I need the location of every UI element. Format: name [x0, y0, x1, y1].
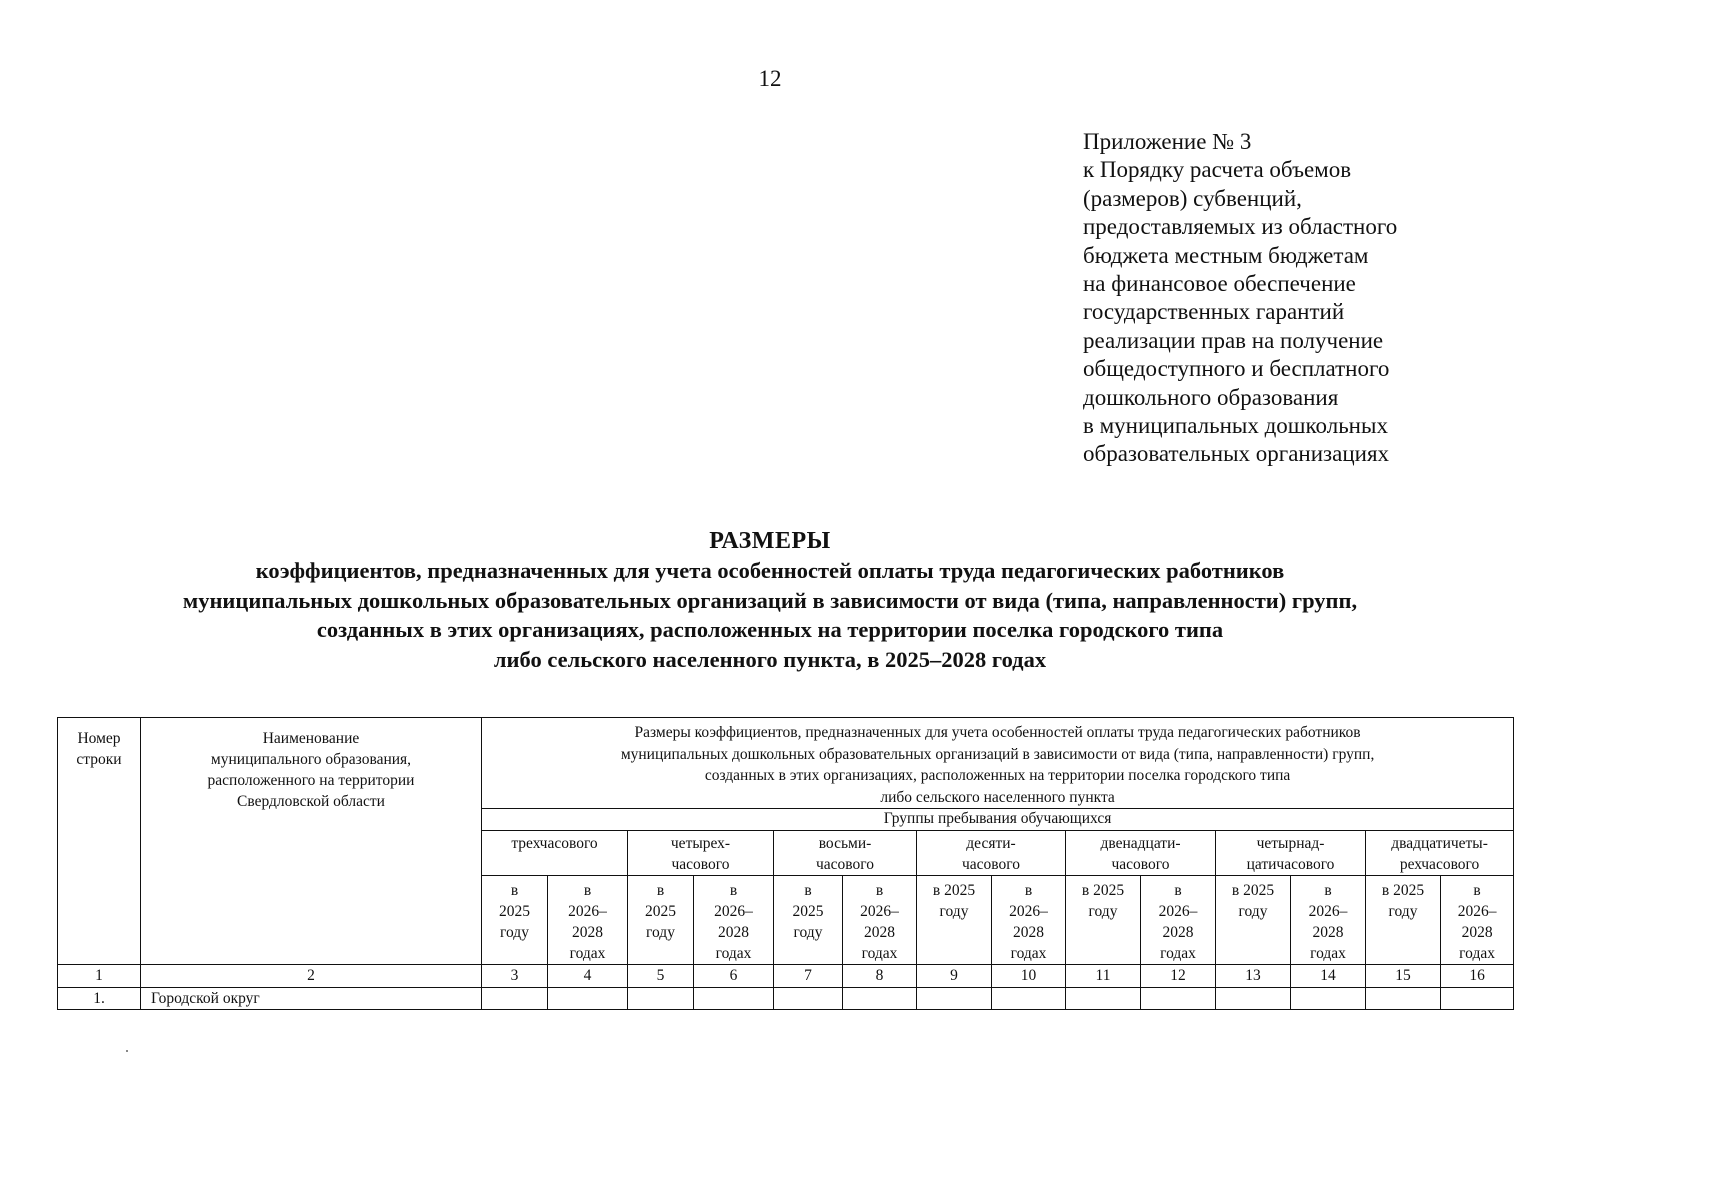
header-line: расположенного на территории	[207, 772, 415, 789]
appendix-line: общедоступного и бесплатного	[1083, 356, 1390, 382]
group-label-line: четырнад-	[1256, 835, 1325, 852]
year-2026-2028-header	[1141, 876, 1216, 965]
group-label	[1216, 831, 1366, 876]
year-header-line: в	[1473, 882, 1481, 899]
coefficient-value	[917, 988, 992, 1010]
group-label-line: часового	[962, 856, 1020, 873]
column-number: 8	[843, 965, 917, 988]
column-number: 5	[628, 965, 694, 988]
year-header-line: в 2025	[1231, 882, 1275, 899]
group-label-line: цатичасового	[1246, 856, 1335, 873]
group-label	[1366, 831, 1514, 876]
column-number: 11	[1066, 965, 1141, 988]
year-header-line: 2025	[792, 903, 824, 920]
column-number: 10	[992, 965, 1066, 988]
year-2026-2028-header	[992, 876, 1066, 965]
coefficient-value	[1441, 988, 1514, 1010]
group-label-line: часового	[816, 856, 874, 873]
year-header-line: году	[500, 924, 529, 941]
appendix-line: реализации прав на получение	[1083, 327, 1384, 353]
year-header-line: в	[875, 882, 884, 899]
group-label-line: четырех-	[670, 835, 731, 852]
year-2025-header	[1066, 876, 1141, 965]
coefficient-value	[628, 988, 694, 1010]
group-label-line: двенадцати-	[1100, 835, 1181, 852]
year-header-line: 2028	[718, 924, 749, 941]
coefficient-value	[1291, 988, 1366, 1010]
title-main: РАЗМЕРЫ	[709, 528, 831, 554]
group-label-line: часового	[671, 856, 730, 873]
group-label-line: двадцатичеты-	[1391, 835, 1488, 852]
year-header-line: в 2025	[932, 882, 976, 899]
coefficient-value	[774, 988, 843, 1010]
coefficient-value	[1141, 988, 1216, 1010]
year-2025-header	[917, 876, 992, 965]
title-line: либо сельского населенного пункта, в 2025–2028 годах	[493, 646, 1047, 672]
year-2025-header	[482, 876, 548, 965]
year-header-line: в	[510, 882, 519, 899]
column-number: 7	[774, 965, 843, 988]
group-label-line: восьми-	[818, 835, 872, 852]
coefficient-value	[992, 988, 1066, 1010]
year-header-line: 2026–	[860, 903, 899, 920]
year-header-line: в	[804, 882, 812, 899]
column-number: 3	[482, 965, 548, 988]
year-header-line: годах	[861, 945, 898, 962]
table-row	[58, 988, 1514, 1010]
title-line: коэффициентов, предназначенных для учета особенностей оплаты труда педагогических работников	[255, 558, 1285, 583]
group-label	[628, 831, 774, 876]
year-header-line: 2028	[864, 924, 895, 941]
year-header-line: 2026–	[568, 903, 607, 920]
group-label-line: трехчасового	[511, 835, 598, 852]
column-number: 13	[1216, 965, 1291, 988]
document-title	[60, 526, 1480, 674]
year-header-line: году	[793, 924, 823, 941]
appendix-line: бюджета местным бюджетам	[1083, 242, 1369, 268]
coefficient-value	[1216, 988, 1291, 1010]
year-2026-2028-header	[548, 876, 628, 965]
group-label-line: часового	[1111, 856, 1170, 873]
year-header-line: году	[1388, 903, 1418, 920]
year-header-line: 2028	[1312, 924, 1344, 941]
year-2025-header	[1366, 876, 1441, 965]
year-header-line: году	[1238, 903, 1268, 920]
header-line: Размеры коэффициентов, предназначенных для учета особенностей оплаты труда педагогических работников	[634, 724, 1361, 741]
year-header-line: году	[1088, 903, 1118, 920]
appendix-line: предоставляемых из областного	[1083, 214, 1398, 240]
year-header-line: году	[646, 924, 675, 941]
year-header-line: 2028	[572, 924, 603, 941]
column-number: 2	[141, 965, 482, 988]
row-number: 1.	[58, 988, 141, 1010]
year-header-line: 2026–	[1308, 903, 1348, 920]
column-number: 6	[694, 965, 774, 988]
year-header-line: в 2025	[1081, 882, 1125, 899]
appendix-line: на финансовое обеспечение	[1083, 271, 1356, 297]
coefficient-value	[482, 988, 548, 1010]
year-header-line: в	[1174, 882, 1182, 899]
year-2026-2028-header	[843, 876, 917, 965]
header-line: Наименование	[262, 730, 360, 747]
coefficient-value	[1366, 988, 1441, 1010]
year-2026-2028-header	[1441, 876, 1514, 965]
group-label	[774, 831, 917, 876]
year-header-line: годах	[715, 945, 752, 962]
year-header-line: 2026–	[714, 903, 753, 920]
year-header-line: в	[1024, 882, 1033, 899]
year-header-line: 2028	[1013, 924, 1044, 941]
year-2025-header	[774, 876, 843, 965]
header-line: Номер	[77, 730, 121, 747]
year-header-line: 2026–	[1457, 903, 1497, 920]
column-number: 1	[58, 965, 141, 988]
header-line: муниципальных дошкольных образовательных организаций в зависимости от вида (типа, направленности) групп,	[620, 745, 1375, 763]
group-label-line: рехчасового	[1399, 856, 1480, 873]
appendix-line: государственных гарантий	[1083, 299, 1345, 325]
column-number: 14	[1291, 965, 1366, 988]
appendix-line: к Порядку расчета объемов	[1083, 157, 1352, 183]
appendix-line: дошкольного образования	[1083, 384, 1339, 410]
column-number: 9	[917, 965, 992, 988]
year-header-line: 2025	[645, 903, 676, 920]
year-header-line: в	[1324, 882, 1332, 899]
year-2026-2028-header	[1291, 876, 1366, 965]
header-line: Свердловской области	[237, 793, 385, 810]
column-number: 16	[1441, 965, 1514, 988]
coefficients-table	[57, 717, 1514, 1010]
municipality-name: Городской округ	[141, 988, 482, 1010]
year-2025-header	[1216, 876, 1291, 965]
column-number: 12	[1141, 965, 1216, 988]
title-line: созданных в этих организациях, расположенных на территории поселка городского типа	[316, 617, 1224, 642]
column-number: 15	[1366, 965, 1441, 988]
header-line: созданных в этих организациях, расположенных на территории поселка городского типа	[704, 767, 1291, 784]
coefficient-value	[548, 988, 628, 1010]
appendix-line: в муниципальных дошкольных	[1083, 413, 1388, 439]
coefficient-value	[843, 988, 917, 1010]
row-number-header	[58, 718, 141, 965]
appendix-line: образовательных организациях	[1083, 441, 1390, 467]
header-line: либо сельского населенного пункта	[880, 788, 1115, 806]
year-header-line: в	[656, 882, 665, 899]
group-label	[482, 831, 628, 876]
header-line: муниципального образования,	[210, 751, 412, 768]
year-header-line: году	[939, 903, 969, 920]
appendix-line: Приложение № 3	[1083, 129, 1252, 154]
group-label-line: десяти-	[966, 835, 1016, 852]
year-header-line: годах	[569, 945, 606, 962]
year-2026-2028-header	[694, 876, 774, 965]
year-header-line: в	[729, 882, 738, 899]
coefficient-value	[694, 988, 774, 1010]
page-number: 12	[758, 66, 782, 91]
groups-header: Группы пребывания обучающихся	[482, 809, 1514, 831]
coefficient-value	[1066, 988, 1141, 1010]
year-header-line: годах	[1459, 945, 1495, 962]
year-header-line: годах	[1160, 945, 1196, 962]
year-header-line: годах	[1010, 945, 1047, 962]
year-header-line: 2026–	[1158, 903, 1198, 920]
year-header-line: 2028	[1162, 924, 1194, 941]
scan-speck	[126, 1050, 128, 1052]
coefficients-header	[482, 718, 1514, 809]
appendix-line: (размеров) субвенций,	[1083, 185, 1302, 211]
column-number: 4	[548, 965, 628, 988]
year-2025-header	[628, 876, 694, 965]
year-header-line: 2028	[1461, 924, 1493, 941]
year-header-line: 2025	[499, 903, 530, 920]
year-header-line: 2026–	[1009, 903, 1048, 920]
year-header-line: годах	[1310, 945, 1346, 962]
group-label	[1066, 831, 1216, 876]
title-line: муниципальных дошкольных образовательных организаций в зависимости от вида (типа, направленности) групп,	[182, 587, 1358, 613]
appendix-note	[1083, 128, 1503, 469]
year-header-line: в	[583, 882, 592, 899]
year-header-line: в 2025	[1381, 882, 1425, 899]
group-label	[917, 831, 1066, 876]
header-line: строки	[76, 751, 122, 768]
municipality-name-header	[141, 718, 482, 965]
